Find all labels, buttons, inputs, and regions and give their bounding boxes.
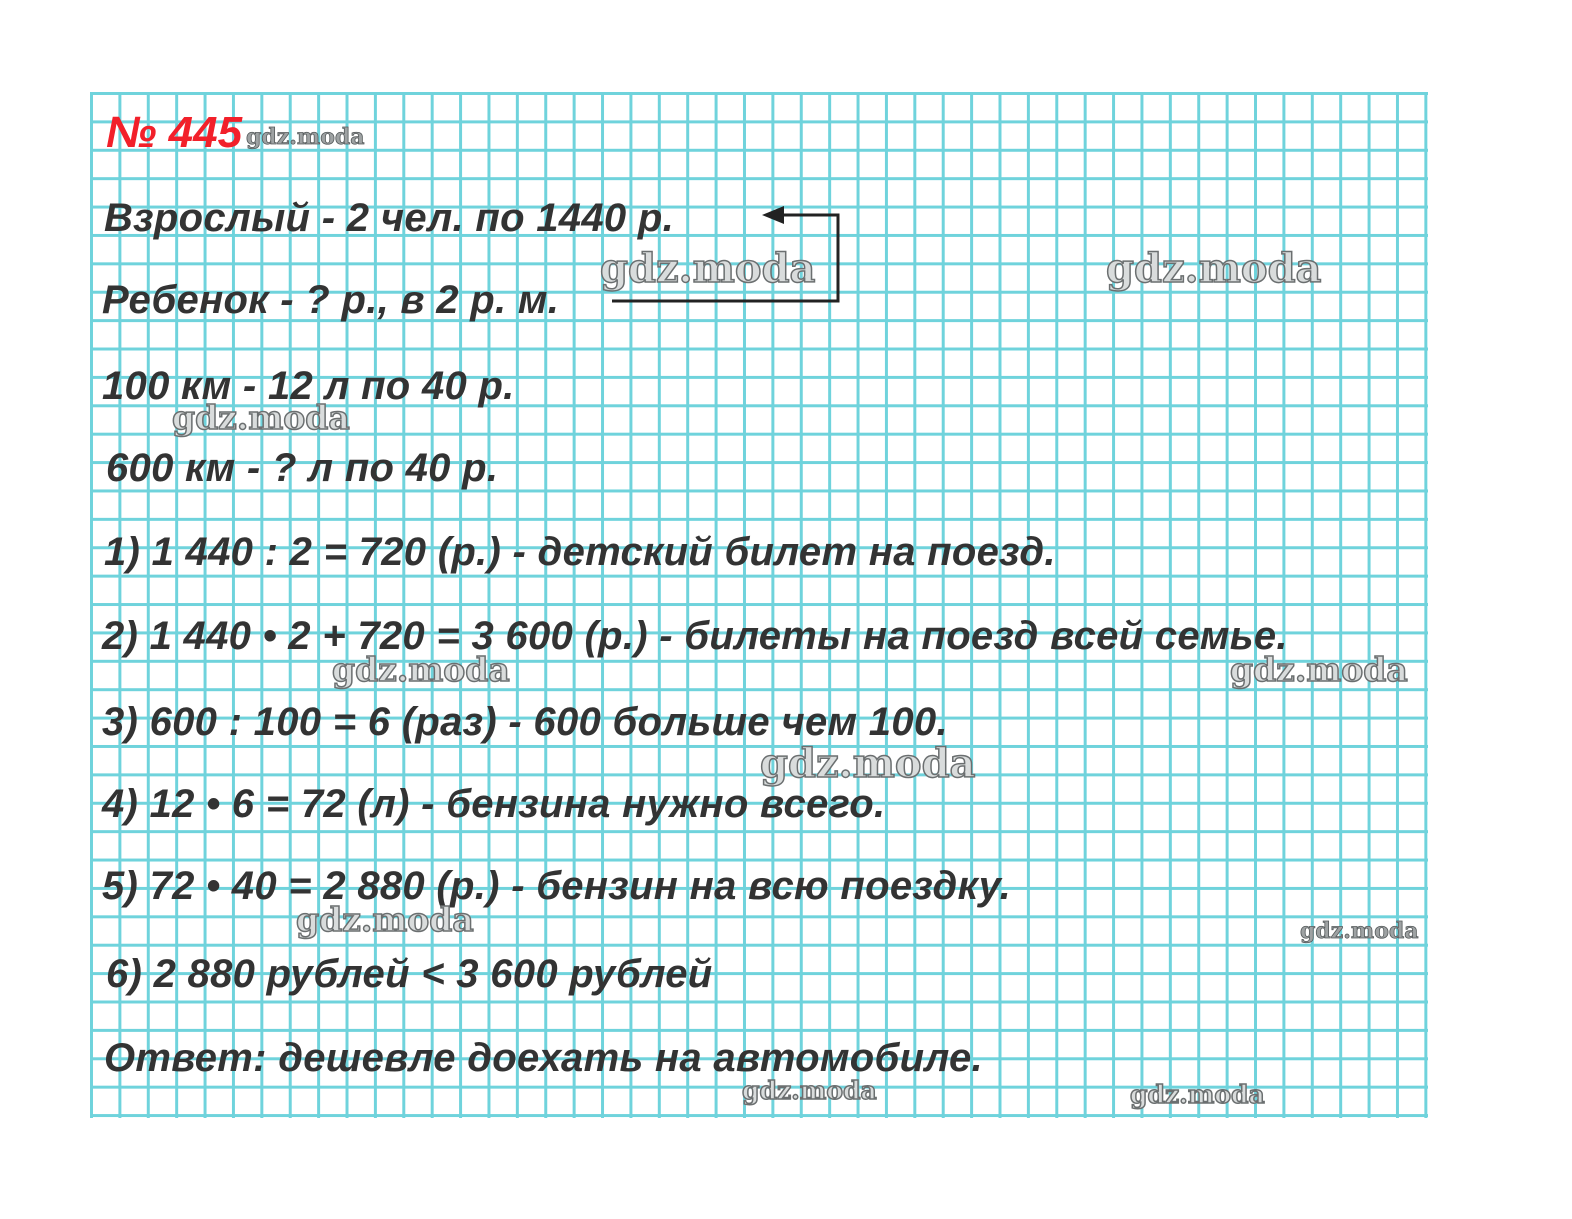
- condition-adult: Взрослый - 2 чел. по 1440 р.: [104, 196, 674, 240]
- watermark: gdz.moda: [1130, 1080, 1265, 1109]
- watermark: gdz.moda: [742, 1076, 877, 1105]
- condition-child: Ребенок - ? р., в 2 р. м.: [102, 278, 560, 322]
- problem-number: № 445: [106, 108, 243, 157]
- step-4: 4) 12 • 6 = 72 (л) - бензина нужно всего.: [102, 782, 886, 826]
- answer: Ответ: дешевле доехать на автомобиле.: [104, 1036, 983, 1080]
- condition-100km: 100 км - 12 л по 40 р.: [102, 364, 515, 408]
- watermark: gdz.moda: [760, 740, 976, 787]
- step-6: 6) 2 880 рублей < 3 600 рублей: [106, 952, 713, 996]
- watermark: gdz.moda: [296, 900, 474, 939]
- step-2: 2) 1 440 • 2 + 720 = 3 600 (р.) - билеты на поезд всей семье.: [102, 614, 1288, 658]
- step-1: 1) 1 440 : 2 = 720 (р.) - детский билет на поезд.: [104, 530, 1056, 574]
- watermark: gdz.moda: [1106, 245, 1322, 292]
- condition-600km: 600 км - ? л по 40 р.: [106, 446, 499, 490]
- watermark: gdz.moda: [1230, 650, 1408, 689]
- watermark: gdz.moda: [332, 650, 510, 689]
- watermark: gdz.moda: [600, 245, 816, 292]
- step-3: 3) 600 : 100 = 6 (раз) - 600 больше чем 100.: [102, 700, 948, 744]
- step-5: 5) 72 • 40 = 2 880 (р.) - бензин на всю поездку.: [102, 864, 1012, 908]
- watermark: gdz.moda: [172, 398, 350, 437]
- watermark: gdz.moda: [1300, 918, 1419, 944]
- watermark: gdz.moda: [246, 124, 365, 150]
